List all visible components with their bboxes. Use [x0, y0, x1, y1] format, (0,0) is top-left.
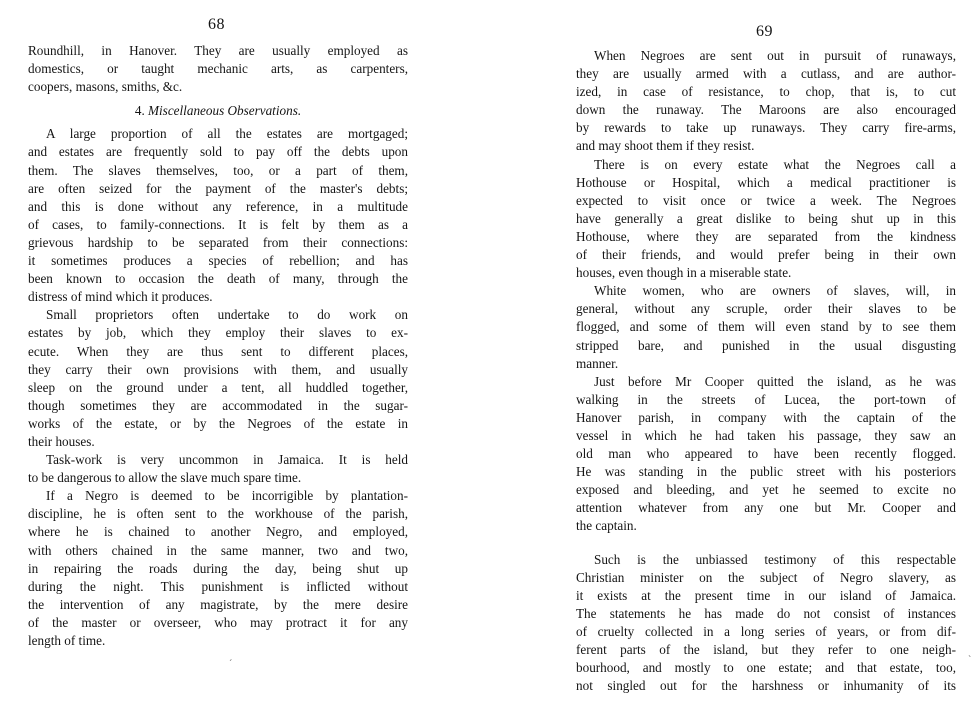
text-line: they are usually armed with a cutlass, and are author- [576, 66, 956, 82]
text-line: they carry their own provisions with them, and usually [28, 361, 408, 377]
text-line: stripped bare, and punished in the usual disgusting [576, 337, 956, 353]
text-line: Hothouse or Hospital, which a medical practitioner is [576, 174, 956, 190]
text-line: If a Negro is deemed to be incorrigible by plantation- [46, 488, 408, 504]
text-line: ferent parts of the island, but they refer to one neigh- [576, 642, 956, 657]
text-line: There is on every estate what the Negroes call a [594, 156, 956, 172]
section-break [576, 536, 956, 551]
text-line: sleep on the ground under a tent, all huddled together, [28, 379, 408, 395]
text-line: expected to visit once or twice a week. The Negroes [576, 192, 956, 208]
page-number-right: 69 [756, 23, 773, 40]
text-line: with others chained in the same manner, two and two, [28, 542, 408, 558]
text-line: The statements he has made do not consist of instances [576, 605, 956, 621]
text-line: and may shoot them if they resist. [576, 138, 755, 154]
text-line: not singled out for the harshness or inhumanity of its [576, 678, 956, 694]
right-page-text [576, 47, 956, 695]
text-line: of cases, to family-connections. It is felt by them as a [28, 216, 408, 232]
text-line: Just before Mr Cooper quitted the island, as he was [594, 373, 956, 389]
section-number: 4. [134, 103, 145, 119]
text-line: Hanover parish, in company with the captain of the [576, 409, 956, 425]
right-lines-top [576, 47, 956, 536]
text-line: Christian minister on the subject of Negro slavery, as [576, 569, 956, 585]
text-line: Hothouse, where they are separated from the kindness [576, 228, 956, 244]
text-line: manner. [576, 355, 619, 371]
text-line: been known to occasion the death of many, through the [28, 271, 408, 287]
right-lines-body [576, 551, 956, 696]
text-line: attention whatever from any one but Mr. Cooper and [576, 500, 956, 516]
text-line: He was standing in the public street with his posteriors [576, 464, 956, 480]
text-line: to be dangerous to allow the slave much spare time. [28, 470, 302, 486]
text-line: by rewards to take up runaways. They carry fire-arms, [576, 120, 956, 136]
left-lines-top [28, 42, 408, 96]
left-lines-body [28, 125, 408, 650]
text-line: walking in the streets of Lucea, the port-town of [576, 391, 956, 407]
left-page [28, 0, 408, 717]
text-line: ecute. When they are thus sent to different places, [28, 343, 408, 359]
right-page [576, 0, 956, 717]
section-heading [28, 102, 408, 120]
text-line: their houses. [28, 433, 95, 449]
text-line: where he is chained to another Negro, and employed, [28, 524, 408, 540]
text-line: estates by job, which they employ their slaves to ex- [28, 325, 408, 341]
text-line: are often seized for the payment of the master's debts; [28, 180, 408, 196]
text-line: of the master or overseer, who may protract it for any [28, 614, 408, 630]
text-line: flogged, and some of them will even stand by to see them [576, 319, 956, 335]
text-line: Roundhill, in Hanover. They are usually employed as [28, 43, 408, 58]
text-line: grievous hardship to be separated from their connections: [28, 234, 408, 250]
text-line: vessel in which he had taken his passage, they saw an [576, 427, 956, 443]
text-line: Small proprietors often undertake to do work on [46, 307, 408, 323]
text-line: works of the estate, or by the Negroes of the estate in [28, 415, 408, 431]
text-line: in repairing the roads during the day, being shut up [28, 560, 408, 576]
text-line: domestics, or taught mechanic arts, as carpenters, [28, 61, 408, 77]
page-number-left: 68 [208, 16, 225, 33]
left-page-text [28, 42, 408, 650]
text-line: have generally a great dislike to being shut up in this [576, 210, 956, 226]
text-line: exposed and bleeding, and yet he seemed to excite no [576, 482, 956, 498]
text-line: Task-work is very uncommon in Jamaica. It is held [46, 452, 408, 468]
section-title: Miscellaneous Observations. [148, 103, 302, 119]
text-line: White women, who are owners of slaves, will, in [594, 283, 956, 299]
text-line: old man who appeared to have been recently flogged. [576, 446, 956, 462]
text-line: houses, even though in a miserable state. [576, 265, 792, 281]
text-line: it exists at the present time in our island of Jamaica. [576, 587, 956, 603]
text-line: the captain. [576, 518, 637, 534]
text-line: them. The slaves themselves, too, or a part of them, [28, 162, 408, 178]
text-line: and estates are frequently sold to pay off the debts upon [28, 144, 408, 160]
text-line: general, without any scruple, order their slaves to be [576, 301, 956, 317]
text-line: and this is done without any reference, in a multitude [28, 198, 408, 214]
text-line: discipline, he is often sent to the workhouse of the parish, [28, 506, 408, 522]
text-line: during the night. This punishment is inflicted without [28, 578, 408, 594]
text-line: length of time. [28, 633, 106, 648]
text-line: A large proportion of all the estates are mortgaged; [46, 126, 408, 142]
text-line: coopers, masons, smiths, &c. [28, 79, 183, 95]
text-line: ized, in case of resistance, to chop, that is, to cut [576, 84, 956, 100]
print-speck: ˋ [968, 655, 972, 666]
text-line: the intervention of any magistrate, by the mere desire [28, 596, 408, 612]
text-line: down the runaway. The Maroons are also encouraged [576, 102, 956, 118]
text-line: Such is the unbiassed testimony of this respectable [594, 551, 956, 567]
text-line: it sometimes produces a species of rebellion; and has [28, 253, 408, 269]
text-line: distress of mind which it produces. [28, 289, 213, 305]
text-line: though sometimes they are accommodated in the sugar- [28, 397, 408, 413]
text-line: bourhood, and mostly to one estate; and that estate, too, [576, 660, 956, 676]
text-line: When Negroes are sent out in pursuit of runaways, [594, 48, 956, 63]
print-speck: ˊ [229, 659, 233, 670]
text-line: of their friends, and would prefer being in their own [576, 247, 956, 263]
text-line: of cruelty collected in a long series of years, or from dif- [576, 623, 956, 639]
